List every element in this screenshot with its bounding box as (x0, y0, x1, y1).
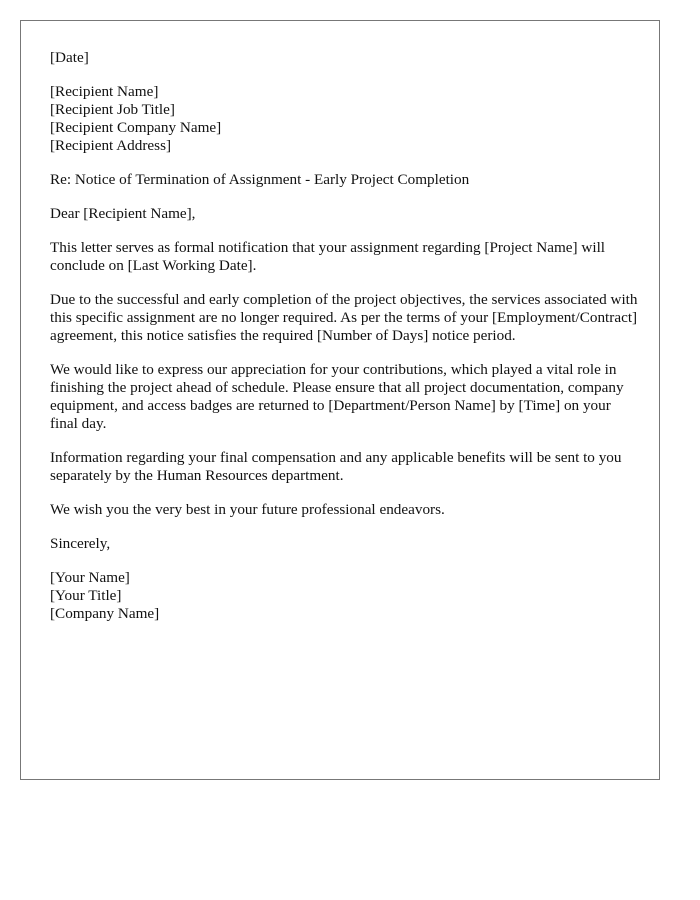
recipient-company-name: [Recipient Company Name] (50, 119, 222, 136)
recipient-job-title: [Recipient Job Title] (50, 101, 175, 118)
body-paragraph-wishes: We wish you the very best in your future professional endeavors. (50, 501, 445, 518)
body-paragraph-compensation: Information regarding your final compensation and any applicable benefits will be sent to you separately by the Human Resources department. (50, 449, 622, 484)
body-paragraph-notification: This letter serves as formal notification that your assignment regarding [Project Name] will conclude on [Last Working Date]. (50, 239, 606, 274)
closing-block (50, 535, 640, 553)
body-paragraph-appreciation: We would like to express our appreciation for your contributions, which played a vital role in finishing the project ahead of schedule. Please ensure that all project documentation, company equipment, and access badges are returned to [Department/Person Name] by [Time] on your final day. (50, 361, 624, 432)
subject-line-block (50, 171, 640, 189)
date-block (50, 49, 640, 67)
letter-body (50, 49, 640, 639)
signature-name: [Your Name] (50, 569, 130, 586)
closing: Sincerely, (50, 535, 111, 552)
recipient-address: [Recipient Address] (50, 137, 172, 154)
salutation-block (50, 205, 640, 223)
subject-line: Re: Notice of Termination of Assignment - Early Project Completion (50, 171, 470, 188)
body-paragraph-reason: Due to the successful and early completion of the project objectives, the services associated with this specific assignment are no longer required. As per the terms of your [Employment/Contract] agreement, this notice satisfies the required [Number of Days] notice period. (50, 291, 638, 344)
recipient-name: [Recipient Name] (50, 83, 159, 100)
signature-title: [Your Title] (50, 587, 122, 604)
recipient-address-block (50, 83, 640, 155)
letter-page (20, 20, 660, 780)
letter-date: [Date] (50, 49, 89, 66)
signature-block (50, 569, 640, 623)
signature-company: [Company Name] (50, 605, 160, 622)
salutation: Dear [Recipient Name], (50, 205, 196, 222)
